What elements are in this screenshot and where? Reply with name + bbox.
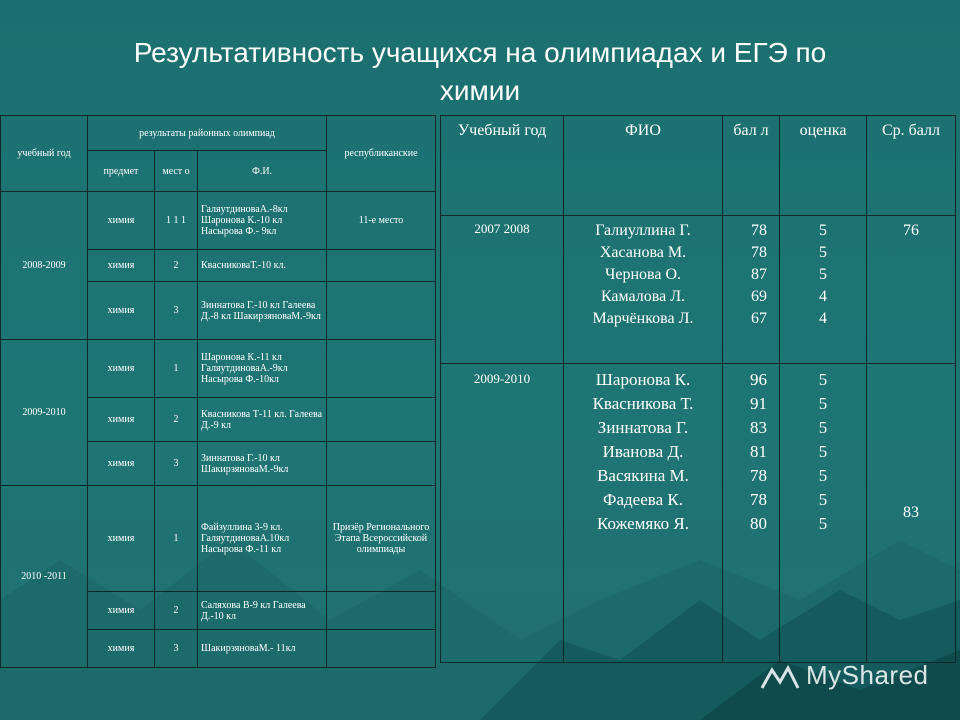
place-cell: 2 — [155, 250, 198, 282]
republican-cell: 11-е место — [327, 192, 436, 250]
student-name: Чернова О. — [604, 266, 682, 283]
header-place: мест о — [155, 151, 198, 192]
score-value: 69 — [751, 288, 767, 305]
grade-value: 5 — [818, 418, 828, 437]
grade-value: 5 — [818, 514, 828, 533]
page-title — [0, 34, 960, 110]
score-value: 80 — [750, 514, 767, 533]
subject-cell: химия — [88, 442, 155, 486]
ege-results-table — [440, 115, 956, 663]
year-cell: 2010 -2011 — [1, 486, 88, 668]
student-name: Кожемяко Я. — [597, 514, 689, 533]
header-fio: ФИО — [564, 116, 723, 216]
student-name: Иванова Д. — [602, 442, 684, 461]
place-cell: 1 1 1 — [155, 192, 198, 250]
score-value: 78 — [751, 222, 767, 239]
republican-cell — [327, 398, 436, 442]
place-cell: 1 — [155, 340, 198, 398]
names-cell: Саляхова В-9 кл Галеева Д.-10 кл — [198, 592, 327, 630]
year-cell: 2008-2009 — [1, 192, 88, 340]
names-list — [570, 368, 716, 536]
republican-cell — [327, 282, 436, 340]
score-value: 81 — [750, 442, 767, 461]
year-cell: 2009-2010 — [441, 364, 564, 663]
student-name: Зиннатова Г. — [597, 418, 689, 437]
average-score: 83 — [867, 364, 956, 663]
subject-cell: химия — [88, 630, 155, 668]
olympiad-results-table — [0, 115, 436, 668]
place-cell: 1 — [155, 486, 198, 592]
year-cell: 2007 2008 — [441, 216, 564, 364]
place-cell: 3 — [155, 630, 198, 668]
names-cell: Файзуллина З-9 кл. ГаляутдиноваА.10кл Насырова Ф.-11 кл — [198, 486, 327, 592]
subject-cell: химия — [88, 340, 155, 398]
grade-value: 5 — [818, 442, 828, 461]
republican-cell — [327, 340, 436, 398]
header-academic-year: Учебный год — [441, 116, 564, 216]
title-line-1: Результативность учащихся на олимпиадах и ЕГЭ по — [133, 37, 827, 68]
grade-value: 5 — [818, 394, 828, 413]
grade-value: 5 — [819, 266, 827, 283]
place-cell: 2 — [155, 592, 198, 630]
subject-cell: химия — [88, 592, 155, 630]
place-cell: 2 — [155, 398, 198, 442]
place-cell: 3 — [155, 282, 198, 340]
student-name: Шаронова К. — [595, 370, 691, 389]
names-cell: КвасниковаТ.-10 кл. — [198, 250, 327, 282]
header-academic-year: учебный год — [1, 116, 88, 192]
subject-cell: химия — [88, 486, 155, 592]
myshared-logo-icon — [760, 664, 800, 690]
header-republican: республиканские — [327, 116, 436, 192]
names-cell: ШакирзяноваМ.- 11кл — [198, 630, 327, 668]
average-score: 76 — [867, 216, 956, 364]
score-value: 78 — [750, 466, 767, 485]
student-name: Камалова Л. — [600, 288, 686, 305]
header-average: Ср. балл — [867, 116, 956, 216]
names-cell: Шаронова К.-11 кл ГаляутдиноваА.-9кл Насырова Ф.-10кл — [198, 340, 327, 398]
subject-cell: химия — [88, 192, 155, 250]
score-value: 78 — [751, 244, 767, 261]
header-name: Ф.И. — [198, 151, 327, 192]
header-score: бал л — [723, 116, 780, 216]
place-cell: 3 — [155, 442, 198, 486]
student-name: Фадеева К. — [603, 490, 683, 509]
score-value: 91 — [750, 394, 767, 413]
watermark — [760, 660, 929, 691]
republican-cell — [327, 630, 436, 668]
names-cell: ГаляутдиноваА.-8кл Шаронова К.-10 кл Насырова Ф.- 9кл — [198, 192, 327, 250]
names-cell: Квасникова Т-11 кл. Галеева Д.-9 кл — [198, 398, 327, 442]
republican-cell — [327, 592, 436, 630]
republican-cell: Призёр Регионального Этапа Всероссийской олимпиады — [327, 486, 436, 592]
grade-value: 5 — [819, 244, 827, 261]
names-cell: Зиннатова Г.-10 кл Галеева Д.-8 кл ШакирзяноваМ.-9кл — [198, 282, 327, 340]
subject-cell: химия — [88, 250, 155, 282]
subject-cell: химия — [88, 398, 155, 442]
title-line-2: химии — [439, 75, 521, 106]
grade-value: 5 — [819, 222, 827, 239]
header-district-olympiads: результаты районных олимпиад — [88, 116, 327, 151]
score-value: 87 — [751, 266, 767, 283]
header-grade: оценка — [780, 116, 867, 216]
grade-value: 5 — [818, 466, 828, 485]
grade-value: 4 — [819, 310, 827, 327]
watermark-text: MyShared — [806, 660, 929, 690]
score-value: 78 — [750, 490, 767, 509]
score-value: 83 — [750, 418, 767, 437]
grade-value: 5 — [818, 370, 828, 389]
student-name: Марчёнкова Л. — [592, 310, 694, 327]
student-name: Васякина М. — [597, 466, 689, 485]
subject-cell: химия — [88, 282, 155, 340]
student-name: Квасникова Т. — [592, 394, 694, 413]
grade-value: 5 — [818, 490, 828, 509]
score-value: 96 — [750, 370, 767, 389]
names-list — [570, 220, 716, 330]
grade-value: 4 — [819, 288, 827, 305]
score-value: 67 — [751, 310, 767, 327]
republican-cell — [327, 442, 436, 486]
header-subject: предмет — [88, 151, 155, 192]
year-cell: 2009-2010 — [1, 340, 88, 486]
names-cell: Зиннатова Г.-10 кл ШакирзяноваМ.-9кл — [198, 442, 327, 486]
student-name: Галиуллина Г. — [595, 222, 691, 239]
student-name: Хасанова М. — [599, 244, 687, 261]
republican-cell — [327, 250, 436, 282]
